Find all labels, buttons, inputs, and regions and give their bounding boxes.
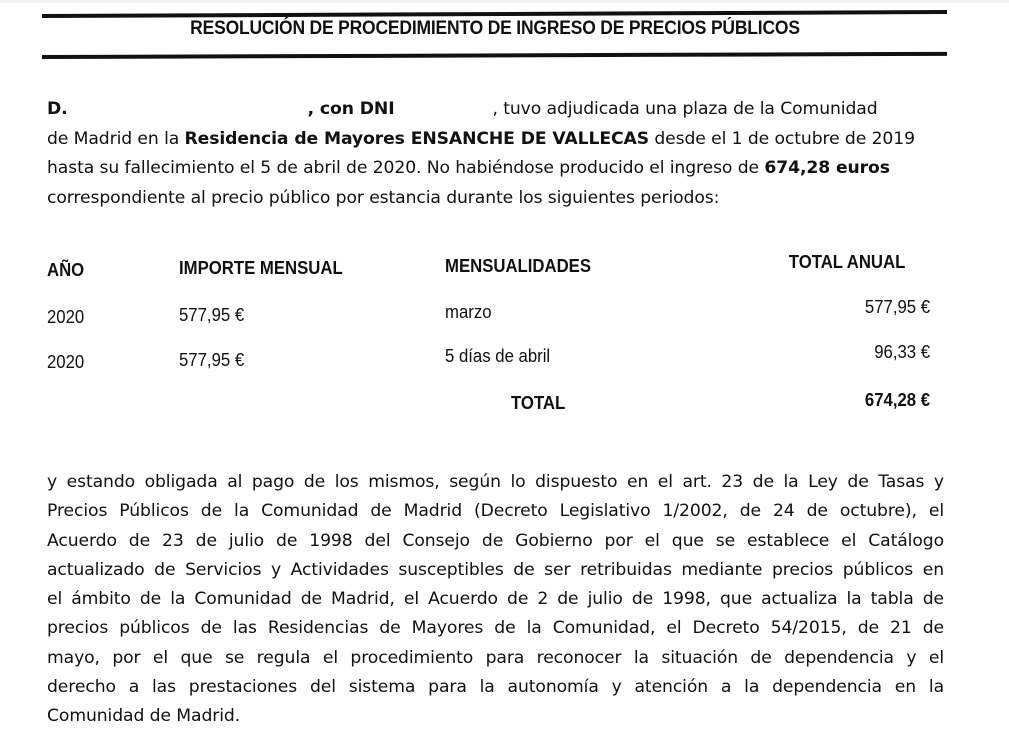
body-line-text: precios públicos de las Residencias de Mayores de la Comunidad, el Decreto 54/2015, de 21 de: [47, 618, 944, 639]
header-year: AÑO: [47, 260, 85, 280]
intro-line-1-rest: , tuvo adjudicada una plaza de la Comunidad: [492, 99, 878, 119]
body-line-last: [47, 702, 944, 731]
salutation: D.: [47, 99, 68, 119]
header-months: MENSUALIDADES: [445, 256, 592, 276]
residence-name: Residencia de Mayores ENSANCHE DE VALLECAS: [184, 128, 649, 149]
row-2-monthly-amount: 577,95 €: [179, 350, 245, 370]
intro-line-2-after: desde el 1 de octubre de 2019: [648, 128, 915, 149]
body-line: [47, 614, 944, 643]
body-line-text: derecho a las prestaciones del sistema para la autonomía y atención a la dependencia en la: [47, 677, 944, 698]
body-line: [47, 468, 944, 497]
row-2-annual-total: 96,33 €: [874, 342, 930, 362]
row-1-annual-total: 577,95 €: [864, 297, 930, 317]
body-line-text: el ámbito de la Comunidad de Madrid, el Acuerdo de 2 de julio de 1998, que actualiza la tabla de: [47, 589, 944, 610]
document-title: RESOLUCIÓN DE PROCEDIMIENTO DE INGRESO DE PRECIOS PÚBLICOS: [190, 18, 800, 39]
body-line: [47, 585, 944, 614]
row-1-monthly-amount: 577,95 €: [179, 305, 245, 325]
intro-paragraph: [47, 95, 944, 213]
intro-line-2: [47, 125, 944, 155]
body-line-text: Acuerdo de 23 de julio de 1998 del Consejo de Gobierno por el que se establece el Catálogo: [47, 530, 944, 551]
body-line-text: mayo, por el que se regula el procedimiento para reconocer la situación de dependencia y el: [47, 647, 944, 668]
dni-label: , con DNI: [307, 99, 395, 119]
body-line: [47, 497, 944, 526]
row-2-year: 2020: [47, 352, 85, 372]
title-top-rule: [42, 10, 947, 18]
body-line: [47, 527, 944, 556]
legal-basis-paragraph: [47, 468, 944, 732]
title-bottom-rule: [42, 52, 947, 59]
row-1-months: marzo: [445, 302, 492, 322]
page-edge: [0, 0, 1009, 3]
total-label: TOTAL: [511, 393, 566, 413]
amount-due: 674,28 euros: [764, 158, 890, 178]
intro-line-1: [47, 95, 944, 125]
total-value: 674,28 €: [864, 390, 930, 410]
intro-line-2-before: de Madrid en la: [47, 128, 185, 149]
body-line: [47, 673, 944, 702]
row-1-year: 2020: [47, 307, 85, 327]
intro-line-3: [47, 154, 944, 184]
body-line-text: y estando obligada al pago de los mismos, según lo dispuesto en el art. 23 de la Ley de Tasas y: [47, 472, 944, 492]
body-line-text: Precios Públicos de la Comunidad de Madrid (Decreto Legislativo 1/2002, de 24 de octubre), el: [47, 501, 944, 522]
body-line: [47, 556, 944, 585]
body-line-text: actualizado de Servicios y Actividades susceptibles de ser retribuidas mediante precios públicos en: [47, 559, 944, 580]
intro-line-4: correspondiente al precio público por estancia durante los siguientes periodos:: [47, 187, 720, 208]
body-line: [47, 644, 944, 673]
header-monthly-amount: IMPORTE MENSUAL: [179, 258, 343, 278]
body-line-text: Comunidad de Madrid.: [47, 706, 241, 727]
intro-line-3-before: hasta su fallecimiento el 5 de abril de 2020. No habiéndose producido el ingreso de: [47, 158, 765, 178]
row-2-months: 5 días de abril: [445, 346, 551, 366]
header-annual-total: TOTAL ANUAL: [788, 252, 905, 272]
